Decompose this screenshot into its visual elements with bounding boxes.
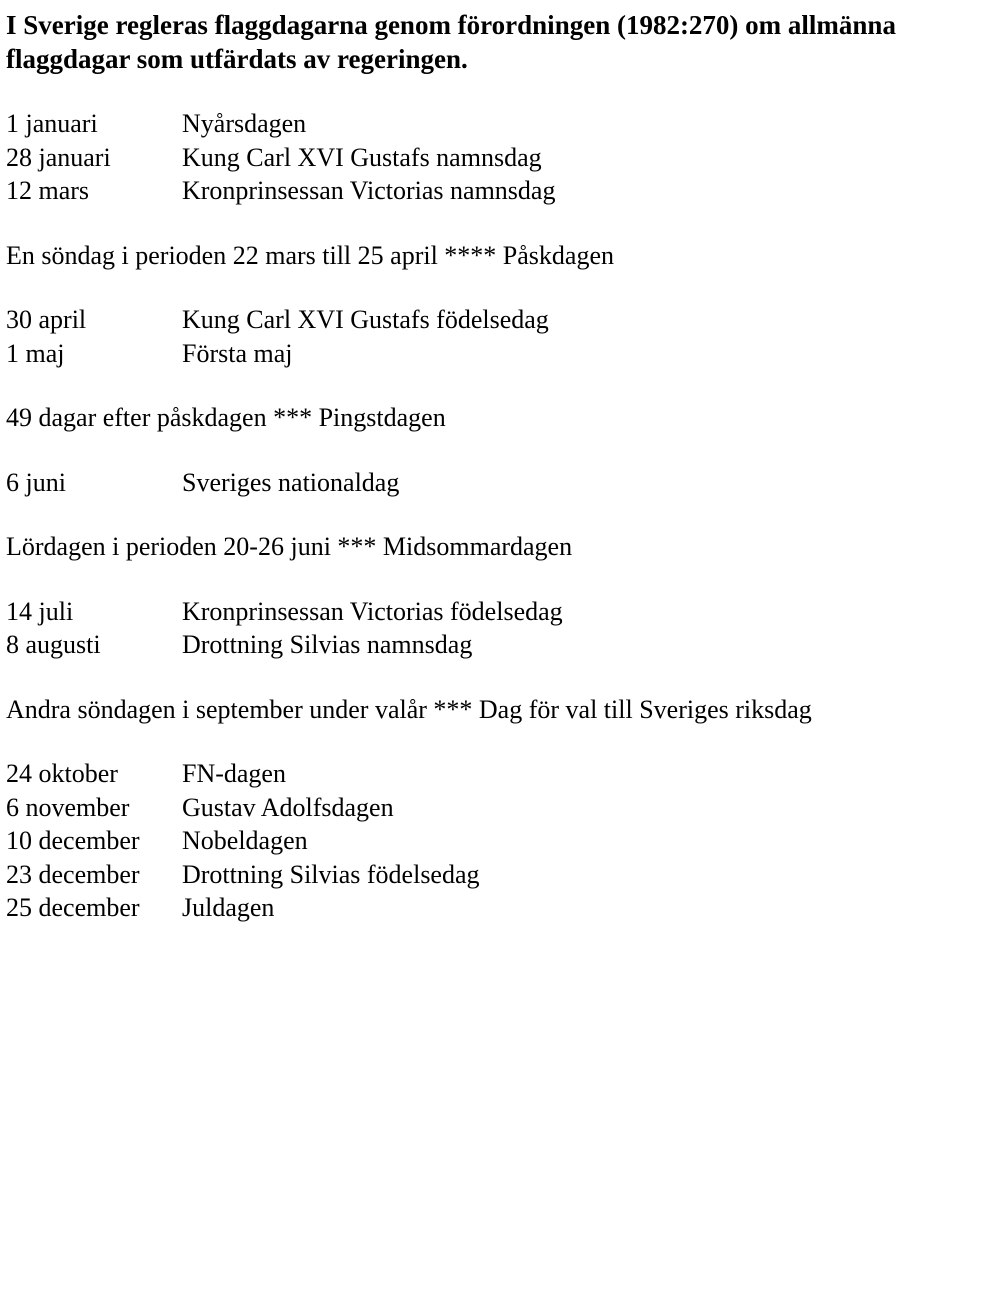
flag-day-name: Kronprinsessan Victorias namnsdag [182,176,556,205]
flag-day-row [6,595,996,629]
flag-day-date: 8 augusti [6,630,101,659]
flag-day-name: FN-dagen [182,759,286,788]
flag-day-name: Gustav Adolfsdagen [182,792,394,822]
flag-day-row [6,858,996,892]
date-group [6,466,996,500]
flag-day-row [6,824,996,858]
date-group [6,107,996,208]
flag-day-date: 12 mars [6,176,90,205]
document-heading: I Sverige regleras flaggdagarna genom förordningen (1982:270) om allmänna flaggdagar som utfärdats av regeringen. [6,10,896,74]
flag-day-row [6,891,996,925]
flag-day-row [6,174,996,208]
flag-day-date: 14 juli [6,596,74,626]
date-group [6,303,996,370]
flag-day-row [6,791,996,825]
flag-day-list [6,107,996,925]
flag-day-name: Nyårsdagen [182,109,307,138]
flag-day-name: Drottning Silvias namnsdag [182,630,473,659]
movable-day-note-block [6,693,996,727]
flag-day-row [6,303,996,337]
movable-day-note-block [6,239,996,273]
flag-day-date: 6 november [6,792,130,822]
movable-day-note: En söndag i perioden 22 mars till 25 april **** Påskdagen [6,240,615,270]
flag-day-row [6,628,996,662]
movable-day-note: 49 dagar efter påskdagen *** Pingstdagen [6,403,446,432]
flag-day-date: 25 december [6,893,140,922]
flag-day-date: 10 december [6,826,140,855]
flag-day-date: 1 januari [6,109,98,138]
date-group [6,757,996,925]
flag-day-date: 24 oktober [6,759,118,788]
flag-day-row [6,337,996,371]
movable-day-note: Lördagen i perioden 20-26 juni *** Midsommardagen [6,532,573,561]
movable-day-note-block [6,401,996,435]
flag-day-date: 23 december [6,859,140,889]
flag-day-name: Kronprinsessan Victorias födelsedag [182,596,563,626]
flag-day-date: 30 april [6,305,87,334]
flag-day-name: Nobeldagen [182,826,308,855]
date-group [6,595,996,662]
flag-day-name: Kung Carl XVI Gustafs namnsdag [182,142,542,172]
flag-day-date: 28 januari [6,142,111,172]
flag-day-row [6,141,996,175]
flag-day-name: Första maj [182,338,293,368]
flag-day-name: Drottning Silvias födelsedag [182,859,480,889]
flag-day-name: Sveriges nationaldag [182,467,400,497]
document [6,8,996,925]
flag-day-row [6,466,996,500]
flag-day-row [6,107,996,141]
flag-day-name: Juldagen [182,893,275,922]
flag-day-date: 1 maj [6,338,65,368]
flag-day-date: 6 juni [6,467,66,497]
movable-day-note: Andra söndagen i september under valår *** Dag för val till Sveriges riksdag [6,694,812,724]
flag-day-name: Kung Carl XVI Gustafs födelsedag [182,305,549,334]
movable-day-note-block [6,530,996,564]
flag-day-row [6,757,996,791]
